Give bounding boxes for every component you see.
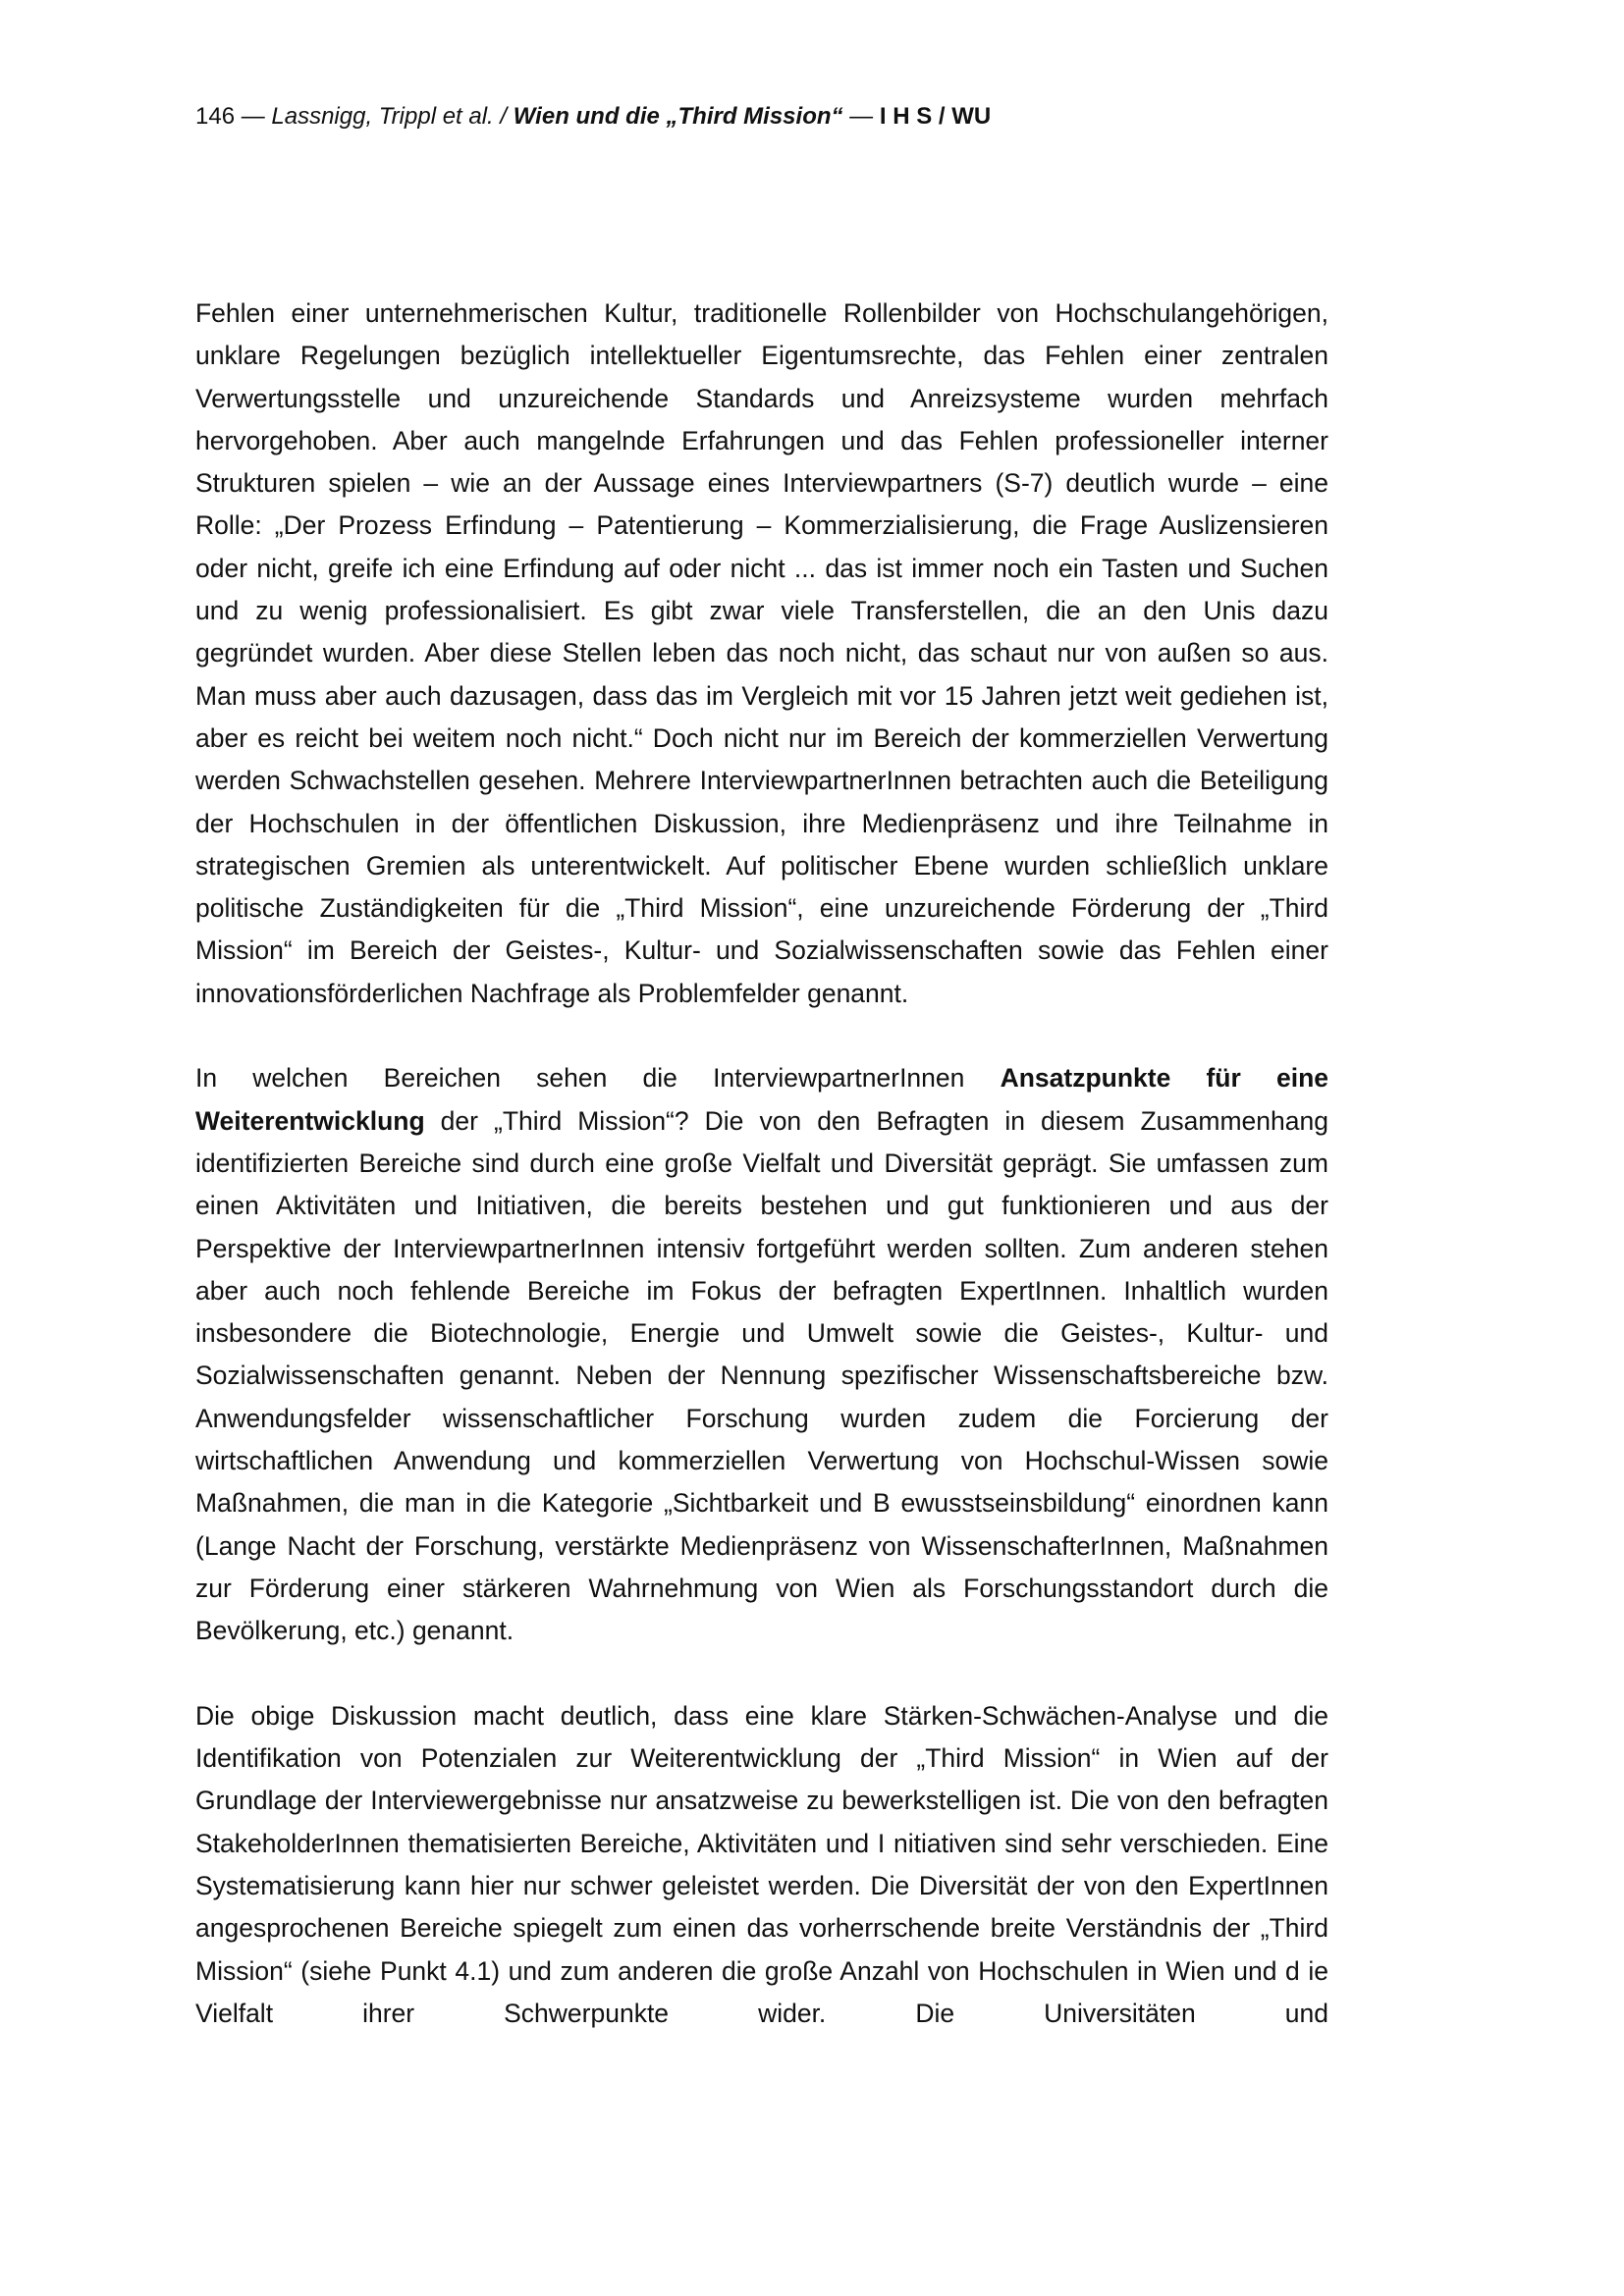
- paragraph-development-points: [195, 1057, 1328, 1652]
- body-text: [195, 293, 1328, 2035]
- header-title: Wien und die „Third Mission“: [513, 103, 843, 130]
- paragraph-2-rest: der „Third Mission“? Die von den Befragten in diesem Zusammenhang identifizierten Bereiche sind durch eine große Vielfalt und Diversität geprägt. Sie umfassen zum einen Aktivitäten und Initiativen, die bereits bestehen und gut funktionieren und aus der Perspektive der InterviewpartnerInnen intensiv fortgeführt werden sollten. Zum anderen stehen aber auch noch fehlende Bereiche im Fokus der befragten ExpertInnen. Inhaltlich wurden insbesondere die Biotechnologie, Energie und Umwelt sowie die Geistes-, Kultur- und Sozialwissenschaften genannt. Neben der Nennung spezifischer Wissenschaftsbereiche bzw. Anwendungsfelder wissenschaftlicher Forschung wurden zudem die Forcierung der wirtschaftlichen Anwendung und kommerziellen Verwertung von Hochschul-Wissen sowie Maßnahmen, die man in die Kategorie „Sichtbarkeit und B ewusstseinsbildung“ einordnen kann (Lange Nacht der Forschung, verstärkte Medienpräsenz von WissenschafterInnen, Maßnahmen zur Förderung einer stärkeren Wahrnehmung von Wien als Forschungsstandort durch die Bevölkerung, etc.) genannt.: [195, 1105, 1328, 1646]
- running-header: [195, 102, 991, 132]
- paragraph-weaknesses: Fehlen einer unternehmerischen Kultur, traditionelle Rollenbilder von Hochschulangehörigen, unklare Regelungen bezüglich intellektueller Eigentumsrechte, das Fehlen einer zentralen Verwertungsstelle und unzureichende Standards und Anreizsysteme wurden mehrfach hervorgehoben. Aber auch mangelnde Erfahrungen und das Fehlen professioneller interner Strukturen spielen – wie an der Aussage eines Interviewpartners (S-7) deutlich wurde – eine Rolle: „Der Prozess Erfindung – Patentierung – Kommerzialisierung, die Frage Auslizensieren oder nicht, greife ich eine Erfindung auf oder nicht ... das ist immer noch ein Tasten und Suchen und zu wenig professionalisiert. Es gibt zwar viele Transferstellen, die an den Unis dazu gegründet wurden. Aber diese Stellen leben das noch nicht, das schaut nur von außen so aus. Man muss aber auch dazusagen, dass das im Vergleich mit vor 15 Jahren jetzt weit gediehen ist, aber es reicht bei weitem noch nicht.“ Doch nicht nur im Bereich der kommerziellen Verwertung werden Schwachstellen gesehen. Mehrere InterviewpartnerInnen betrachten auch die Beteiligung der Hochschulen in der öffentlichen Diskussion, ihre Medienpräsenz und ihre Teilnahme in strategischen Gremien als unterentwickelt. Auf politischer Ebene wurden schließlich unklare politische Zuständigkeiten für die „Third Mission“, eine unzureichende Förderung der „Third Mission“ im Bereich der Geistes-, Kultur- und Sozialwissenschaften sowie das Fehlen einer innovationsförderlichen Nachfrage als Problemfelder genannt.: [195, 298, 1328, 1008]
- header-separator-2: —: [842, 103, 880, 130]
- page-number: 146: [195, 103, 236, 130]
- paragraph-discussion: Die obige Diskussion macht deutlich, dass eine klare Stärken-Schwächen-Analyse und die Identifikation von Potenzialen zur Weiterentwicklung der „Third Mission“ in Wien auf der Grundlage der Interviewergebnisse nur ansatzweise zu bewerkstelligen ist. Die von den befragten StakeholderInnen thematisierten Bereiche, Aktivitäten und I nitiativen sind sehr verschieden. Eine Systematisierung kann hier nur schwer geleistet werden. Die Diversität der von den ExpertInnen angesprochenen Bereiche spiegelt zum einen das vorherrschende breite Verständnis der „Third Mission“ (siehe Punkt 4.1) und zum anderen die große Anzahl von Hochschulen in Wien und d ie Vielfalt ihrer Schwerpunkte wider. Die Universitäten und: [195, 1700, 1328, 2028]
- paragraph-2-start: In welchen Bereichen sehen die InterviewpartnerInnen: [195, 1063, 1001, 1094]
- header-institutions: I H S / WU: [879, 103, 992, 130]
- emphasis-ansatzpunkte: Ansatzpunkte für eine Weiterentwicklung: [195, 1063, 1328, 1136]
- header-separator: —: [235, 103, 272, 130]
- header-authors: Lassnigg, Trippl et al. /: [271, 103, 514, 130]
